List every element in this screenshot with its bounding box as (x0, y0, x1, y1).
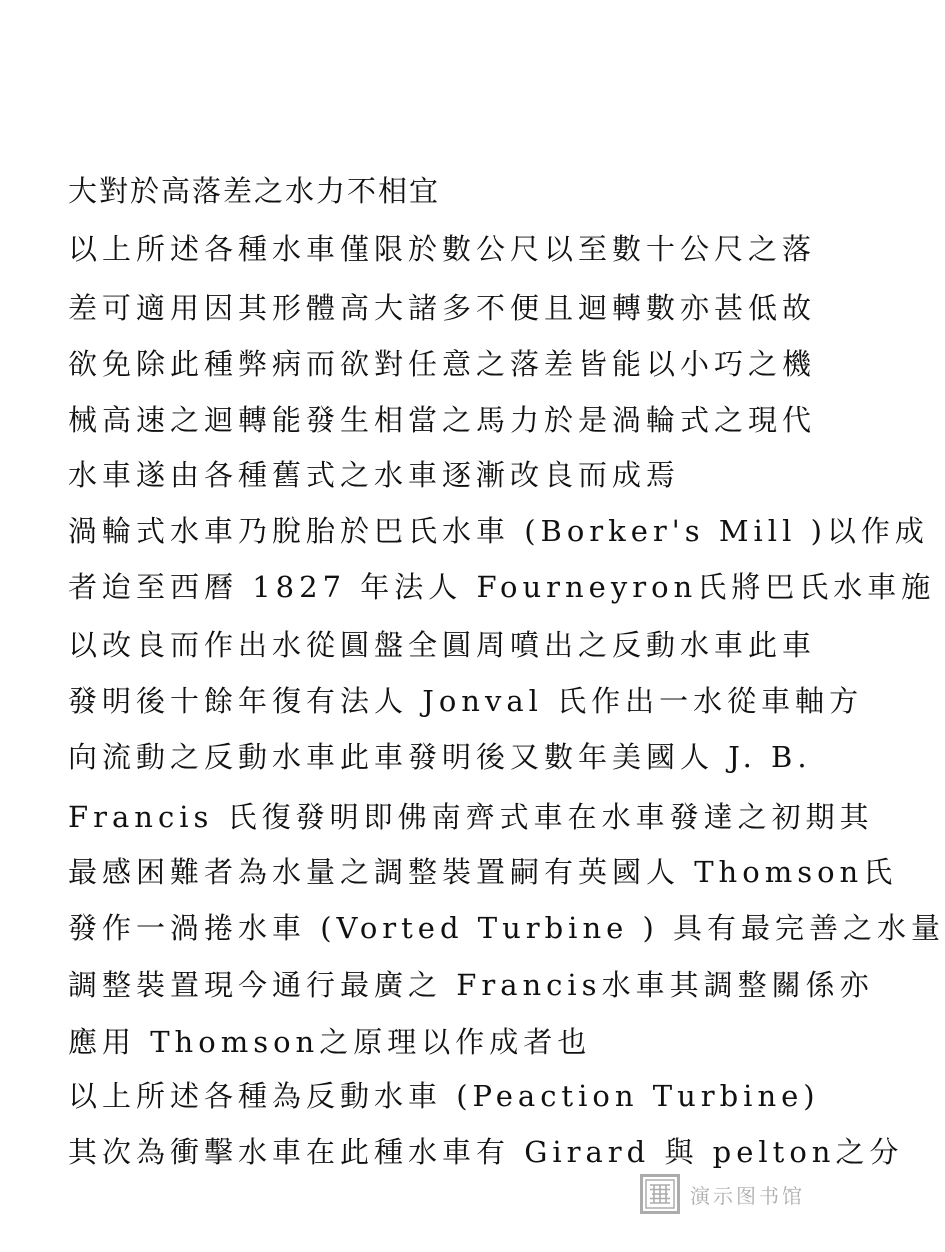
text-line-6: 水車遂由各種舊式之水車逐漸改良而成焉 (68, 458, 681, 492)
text-line-10: 發明後十餘年復有法人 Jonval 氏作出一水從車軸方 (68, 684, 864, 718)
text-line-8: 者迨至西曆 1827 年法人 Fourneyron氏將巴氏水車施 (68, 570, 936, 604)
text-line-4: 欲免除此種弊病而欲對任意之落差皆能以小巧之機 (68, 347, 817, 381)
text-line-7: 渦輪式水車乃脫胎於巴氏水車 (Borker's Mill )以作成 (68, 514, 929, 548)
text-line-1: 大對於高落差之水力不相宜 (68, 174, 441, 208)
text-line-11: 向流動之反動水車此車發明後又數年美國人 J. B. (68, 740, 812, 774)
text-line-15: 調整裝置現今通行最廣之 Francis水車其調整關係亦 (68, 968, 874, 1002)
text-line-13: 最感困難者為水量之調整裝置嗣有英國人 Thomson氏 (68, 855, 898, 889)
library-seal-icon (640, 1174, 680, 1214)
text-line-17: 以上所述各種為反動水車 (Peaction Turbine) (68, 1079, 820, 1113)
text-line-14: 發作一渦捲水車 (Vorted Turbine ) 具有最完善之水量 (68, 911, 945, 945)
text-line-3: 差可適用因其形體高大諸多不便且迴轉數亦甚低故 (68, 291, 817, 325)
text-line-16: 應用 Thomson之原理以作成者也 (68, 1025, 592, 1059)
text-line-2: 以上所述各種水車僅限於數公尺以至數十公尺之落 (68, 232, 817, 266)
text-line-5: 械高速之迴轉能發生相當之馬力於是渦輪式之現代 (68, 403, 817, 437)
watermark (640, 1168, 830, 1220)
text-line-12: Francis 氏復發明即佛南齊式車在水車發達之初期其 (68, 800, 874, 834)
watermark-label: 演示图书馆 (690, 1183, 805, 1208)
text-line-18: 其次為衝擊水車在此種水車有 Girard 與 pelton之分 (68, 1135, 904, 1169)
text-line-9: 以改良而作出水從圓盤全圓周噴出之反動水車此車 (68, 628, 817, 662)
